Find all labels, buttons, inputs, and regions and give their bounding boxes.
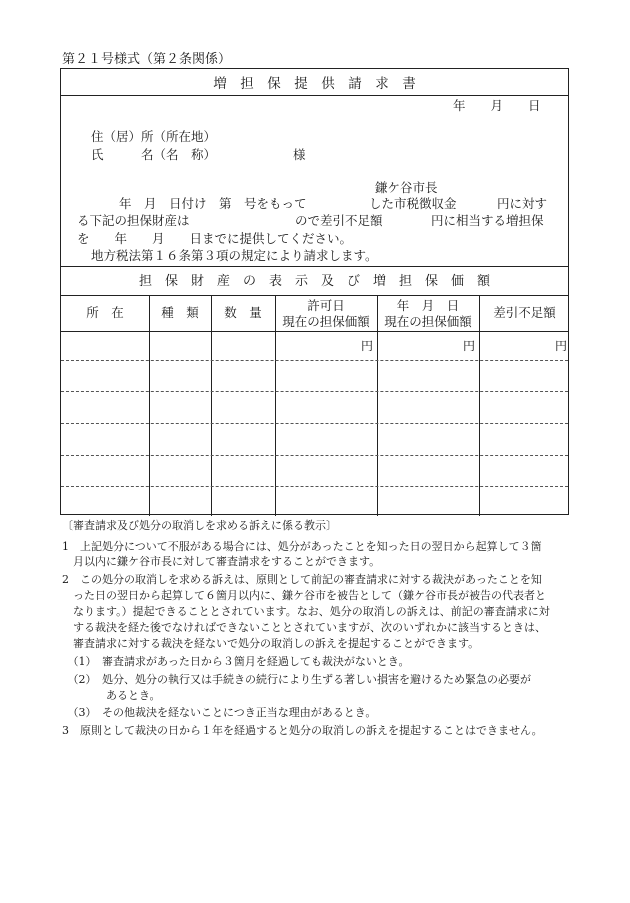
col-divider (479, 295, 480, 516)
col-quantity-header: 数 量 (224, 305, 262, 320)
name-label: 氏 名（名 称） (91, 147, 217, 162)
notice-line: する裁決を経た後でなければできないこととされていますが、次のいずれかに該当するときは、 (62, 621, 546, 634)
body-line1-a: 年 月 日付け 第 号をもって (119, 196, 307, 211)
title-divider (61, 95, 568, 96)
section-title: 担 保 財 産 の 表 示 及 び 増 担 保 価 額 (138, 274, 490, 289)
col-divider (211, 295, 212, 516)
notice-line: （1） 審査請求があった日から３箇月を経過しても裁決がないとき。 (62, 655, 410, 668)
honorific: 様 (293, 147, 306, 162)
row-separator (61, 455, 568, 456)
permit-header-line1: 許可日 (307, 298, 345, 313)
notice-line: （2） 処分、処分の執行又は手続きの続行により生ずる著しい損害を避けるため緊急の必要が (62, 673, 531, 686)
notice-line: った日の翌日から起算して６箇月以内に、鎌ケ谷市を被告として（鎌ケ谷市長が被告の代表者と (62, 589, 546, 602)
notice-line: 1 上記処分について不服がある場合には、処分があったことを知った日の翌日から起算して３箇 (62, 540, 542, 553)
header-row-divider (61, 331, 568, 332)
notice-line: （3） その他裁決を経ないことにつき正当な理由があるとき。 (62, 706, 377, 719)
body-line2-a: る下記の担保財産は (77, 213, 190, 228)
row-separator (61, 486, 568, 487)
issue-date: 年 月 日 (453, 98, 541, 113)
row-separator (61, 391, 568, 392)
col-permit-date-header (275, 298, 377, 329)
body-line2-c: 円に相当する増担保 (431, 213, 544, 228)
body-line2-b: ので差引不足額 (295, 213, 383, 228)
permit-header-line2: 現在の担保価額 (282, 313, 370, 329)
body-divider (61, 266, 568, 267)
body-line1-b: した市税徴収金 (369, 196, 457, 211)
col-date-header (377, 298, 479, 329)
col-shortfall-header: 差引不足額 (493, 305, 556, 320)
notice-heading: 〔審査請求及び処分の取消しを求める訴えに係る教示〕 (62, 519, 337, 532)
yen-unit-permit: 円 (361, 339, 374, 353)
row-separator (61, 423, 568, 424)
address-label: 住（居）所（所在地） (91, 129, 217, 144)
request-form (60, 68, 569, 515)
col-location-header: 所 在 (86, 305, 124, 320)
body-line4: 地方税法第１６条第３項の規定により請求します。 (91, 248, 378, 263)
col-divider (377, 295, 378, 516)
form-title: 増 担 保 提 供 請 求 書 (213, 76, 416, 92)
col-divider (149, 295, 150, 516)
notice-line: あるとき。 (62, 689, 161, 702)
col-type-header: 種 類 (161, 305, 199, 320)
notice-line: 2 この処分の取消しを求める訴えは、原則として前記の審査請求に対する裁決があったことを知 (62, 573, 542, 586)
form-number: 第２１号様式（第２条関係） (62, 52, 232, 67)
body-line3: を 年 月 日までに提供してください。 (77, 231, 353, 246)
yen-unit-date: 円 (463, 339, 476, 353)
body-line1-c: 円に対す (497, 196, 548, 211)
col-divider (275, 295, 276, 516)
row-separator (61, 360, 568, 361)
notice-line: 月以内に鎌ケ谷市長に対して審査請求をすることができます。 (62, 555, 381, 568)
notice-line: 3 原則として裁決の日から１年を経過すると処分の取消しの訴えを提起することはできません。 (62, 724, 543, 737)
issuer-name: 鎌ケ谷市長 (375, 180, 438, 195)
date-header-line2: 現在の担保価額 (384, 313, 472, 329)
notice-line: なります。）提起できることとされています。なお、処分の取消しの訴えは、前記の審査請求に対 (62, 605, 550, 618)
date-header-line1: 年 月 日 (396, 298, 460, 313)
section-divider (61, 295, 568, 296)
notice-line: 審査請求に対する裁決を経ないで処分の取消しの訴えを提起することができます。 (62, 637, 480, 650)
yen-unit-shortfall: 円 (555, 339, 568, 353)
